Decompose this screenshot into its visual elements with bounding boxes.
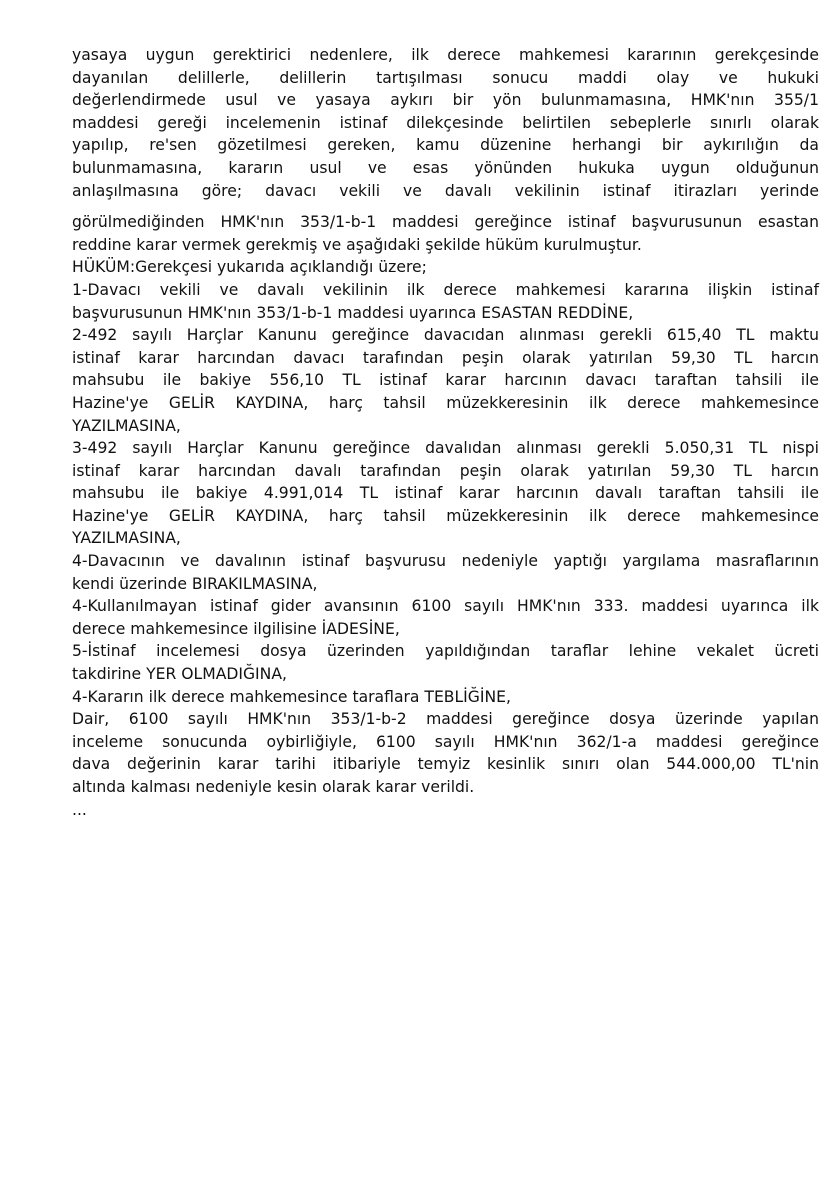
judgment-item-6 — [72, 640, 819, 685]
text-line: reddine karar vermek gerekmiş ve aşağıdaki şekilde hüküm kurulmuştur. — [72, 235, 642, 254]
judgment-item-7 — [72, 686, 819, 709]
text-line: kendi üzerinde BIRAKILMASINA, — [72, 574, 318, 593]
text-line: Hazine'ye GELİR KAYDINA, harç tahsil müzekkeresinin ilk derece mahkemesince — [72, 393, 819, 412]
text-line: derece mahkemesince ilgilisine İADESİNE, — [72, 619, 400, 638]
ellipsis: ... — [72, 800, 87, 819]
text-line: mahsubu ile bakiye 4.991,014 TL istinaf karar harcının davalı taraftan tahsili ile — [72, 484, 819, 503]
text-line: maddesi gereği incelemenin istinaf dilekçesinde belirtilen sebeplerle sınırlı olarak — [72, 113, 819, 132]
text-line: başvurusunun HMK'nın 353/1-b-1 maddesi uyarınca ESASTAN REDDİNE, — [72, 303, 634, 322]
text-line: mahsubu ile bakiye 556,10 TL istinaf karar harcının davacı taraftan tahsili ile — [72, 371, 819, 390]
text-line: 4-Kullanılmayan istinaf gider avansının 6100 sayılı HMK'nın 333. maddesi uyarınca ilk — [72, 597, 819, 616]
text-line: Hazine'ye GELİR KAYDINA, harç tahsil müzekkeresinin ilk derece mahkemesince — [72, 506, 819, 525]
text-line: değerlendirmede usul ve yasaya aykırı bir yön bulunmamasına, HMK'nın 355/1 — [72, 91, 819, 110]
text-line: yapılıp, re'sen gözetilmesi gereken, kamu düzenine herhangi bir aykırılığın da — [72, 136, 819, 155]
reasoning-paragraph — [72, 44, 819, 202]
text-line: 5-İstinaf incelemesi dosya üzerinden yapıldığından taraflar lehine vekalet ücreti — [72, 642, 819, 661]
judgment-item-4 — [72, 550, 819, 595]
text-line: 1-Davacı vekili ve davalı vekilinin ilk derece mahkemesi kararına ilişkin istinaf — [72, 280, 819, 299]
text-line: bulunmamasına, kararın usul ve esas yönünden hukuka uygun olduğunun — [72, 158, 819, 177]
continuation-paragraph — [72, 211, 819, 256]
text-line: inceleme sonucunda oybirliğiyle, 6100 sayılı HMK'nın 362/1-a maddesi gereğince — [72, 732, 819, 751]
text-line: istinaf karar harcından davacı tarafından peşin olarak yatırılan 59,30 TL harcın — [72, 348, 819, 367]
document-page — [72, 44, 819, 821]
judgment-item-1 — [72, 279, 819, 324]
text-line: görülmediğinden HMK'nın 353/1-b-1 maddesi gereğince istinaf başvurusunun esastan — [72, 213, 819, 232]
text-line: YAZILMASINA, — [72, 416, 181, 435]
text-line: 2-492 sayılı Harçlar Kanunu gereğince davacıdan alınması gerekli 615,40 TL maktu — [72, 326, 819, 345]
text-line: takdirine YER OLMADIĞINA, — [72, 665, 287, 684]
closing-paragraph — [72, 708, 819, 798]
text-line: 3-492 sayılı Harçlar Kanunu gereğince davalıdan alınması gerekli 5.050,31 TL nispi — [72, 439, 819, 458]
text-line: istinaf karar harcından davalı tarafından peşin olarak yatırılan 59,30 TL harcın — [72, 461, 819, 480]
judgment-item-5 — [72, 595, 819, 640]
text-line: YAZILMASINA, — [72, 529, 181, 548]
text-line: dayanılan delillerle, delillerin tartışılması sonucu maddi olay ve hukuki — [72, 68, 819, 87]
text-line: 4-Kararın ilk derece mahkemesince taraflara TEBLİĞİNE, — [72, 687, 511, 706]
text-line: dava değerinin karar tarihi itibariyle temyiz kesinlik sınırı olan 544.000,00 TL'nin — [72, 755, 819, 774]
text-line: Dair, 6100 sayılı HMK'nın 353/1-b-2 maddesi gereğince dosya üzerinde yapılan — [72, 710, 819, 729]
text-line: 4-Davacının ve davalının istinaf başvurusu nedeniyle yaptığı yargılama masraflarının — [72, 552, 819, 571]
judgment-item-2 — [72, 324, 819, 437]
text-line: anlaşılmasına göre; davacı vekili ve davalı vekilinin istinaf itirazları yerinde — [72, 181, 819, 200]
text-line: yasaya uygun gerektirici nedenlere, ilk derece mahkemesi kararının gerekçesinde — [72, 46, 819, 64]
text-line: altında kalması nedeniyle kesin olarak karar verildi. — [72, 778, 475, 796]
judgment-item-3 — [72, 437, 819, 550]
hukum-heading: HÜKÜM:Gerekçesi yukarıda açıklandığı üzere; — [72, 258, 427, 277]
